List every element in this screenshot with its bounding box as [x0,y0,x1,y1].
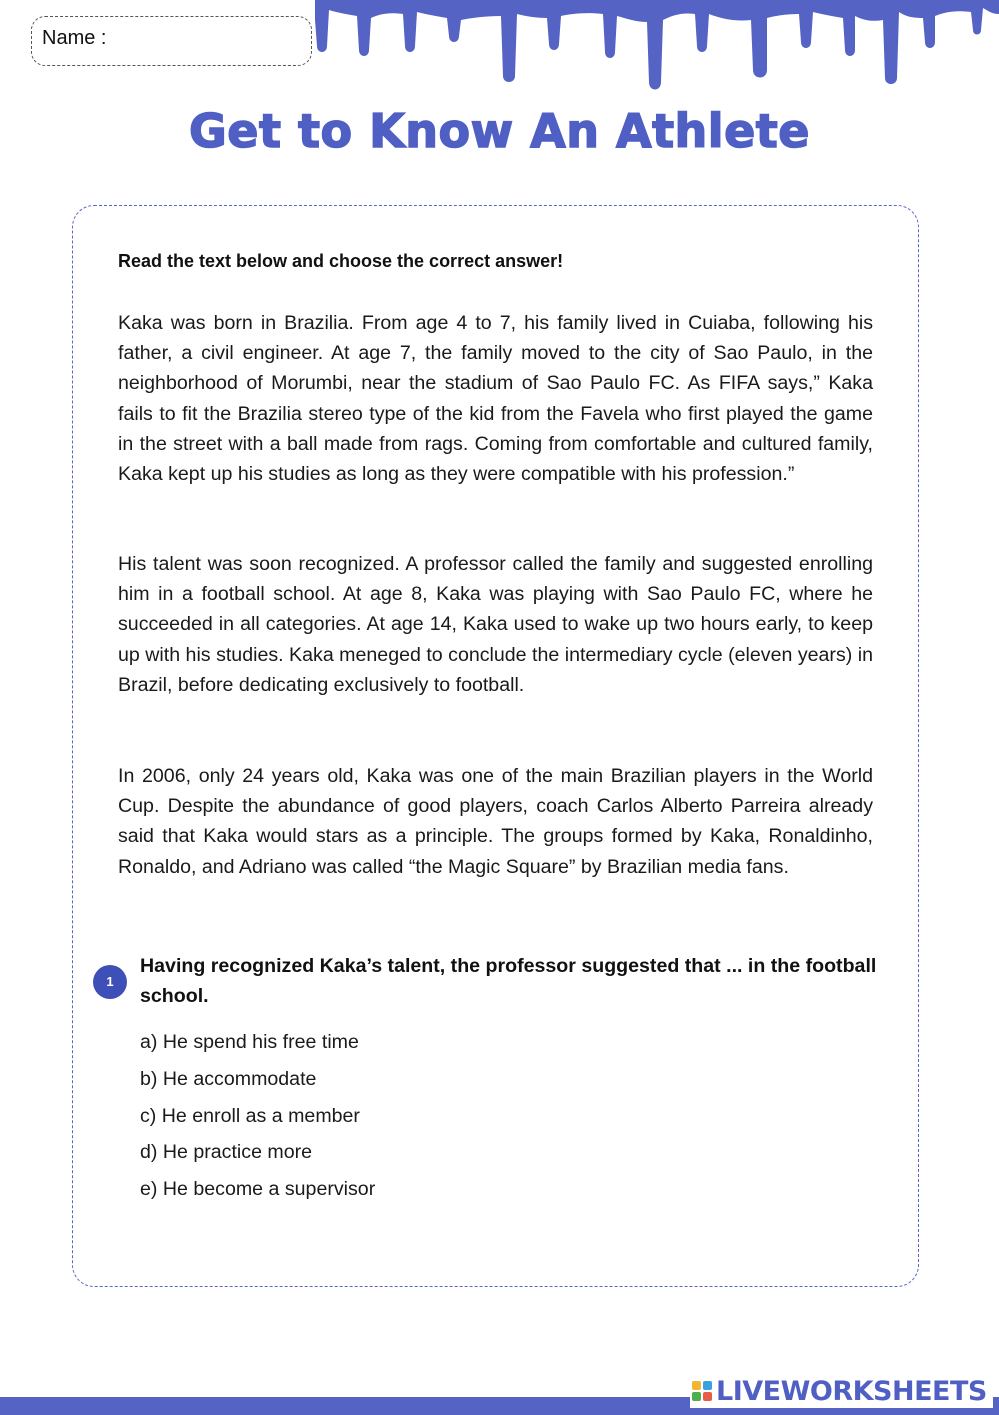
logo-mark-icon [692,1379,714,1403]
reading-paragraph-1: Kaka was born in Brazilia. From age 4 to 7, his family lived in Cuiaba, following his father, a civil engineer. At age 7, the family moved to the city of Sao Paulo, in the neighborhood of Morumbi, near the stadium of Sao Paulo FC. As FIFA says,” Kaka fails to fit the Brazilia stereo type of the kid from the Favela who first played the game in the street with a ball made from rags. Coming from comfortable and cultured family, Kaka kept up his studies as long as they were compatible with his profession.” [118,312,873,486]
answer-option-e[interactable]: e) He become a supervisor [140,1178,376,1201]
logo-text: LIVEWORKSHEETS [716,1375,987,1407]
answer-option-d[interactable]: d) He practice more [140,1141,313,1164]
answer-option-b[interactable]: b) He accommodate [140,1067,317,1090]
page-title: Get to Know An Athlete [189,104,810,158]
answer-options [140,1024,375,1208]
answer-option-a[interactable]: a) He spend his free time [140,1031,359,1053]
name-field[interactable] [31,16,312,66]
question-number-badge: 1 [93,965,127,999]
paint-drips-decoration [315,0,999,90]
instruction-text: Read the text below and choose the correct answer! [118,251,564,271]
reading-paragraph-2: His talent was soon recognized. A professor called the family and suggested enrolling him in a football school. At age 8, Kaka was playing with Sao Paulo FC, where he succeeded in all categories. At age 14, Kaka used to wake up two hours early, to keep up with his studies. Kaka meneged to conclude the intermediary cycle (eleven years) in Brazil, before dedicating exclusively to football. [118,553,873,696]
liveworksheets-logo[interactable] [690,1374,993,1408]
name-label: Name : [42,27,107,49]
answer-option-c[interactable]: c) He enroll as a member [140,1104,360,1127]
question-text: Having recognized Kaka’s talent, the professor suggested that ... in the football school. [140,955,877,1007]
reading-paragraph-3: In 2006, only 24 years old, Kaka was one of the main Brazilian players in the World Cup. Despite the abundance of good players, coach Carlos Alberto Parreira already said that Kaka would stars as a principle. The groups formed by Kaka, Ronaldinho, Ronaldo, and Adriano was called “the Magic Square” by Brazilian media fans. [118,765,873,878]
